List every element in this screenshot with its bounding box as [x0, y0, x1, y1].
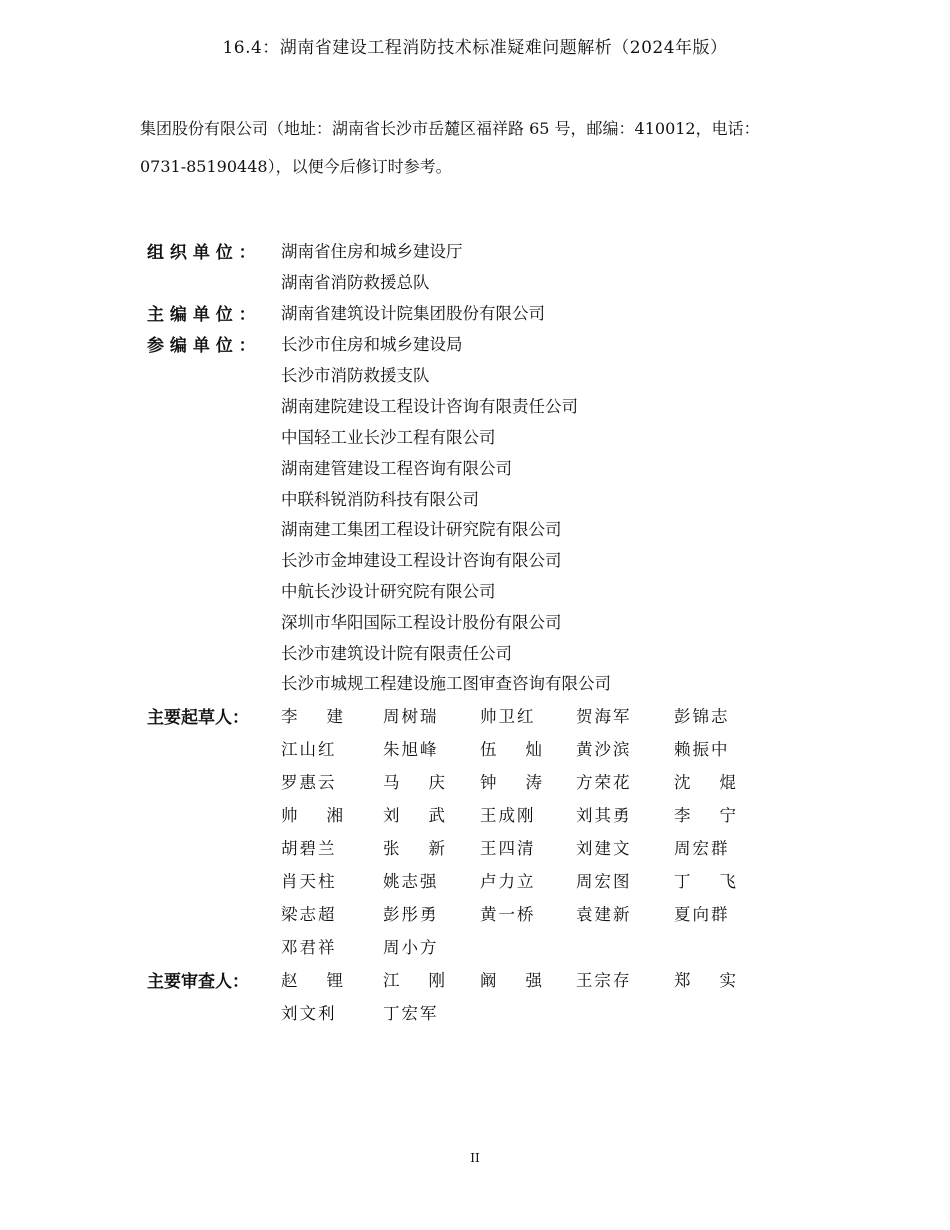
participant-unit: 湖南建工集团工程设计研究院有限公司 — [281, 520, 562, 539]
drafter-name: 夏向群 — [674, 905, 730, 924]
chief-editor-unit: 湖南省建筑设计院集团股份有限公司 — [281, 304, 545, 323]
drafter-name: 伍 灿 — [480, 740, 542, 759]
page-number: II — [470, 1151, 480, 1165]
chief-editor-label: 主 编 单 位 ： — [147, 305, 256, 325]
participant-unit: 中国轻工业长沙工程有限公司 — [281, 428, 496, 447]
drafter-name: 江山红 — [281, 740, 337, 759]
participant-unit: 湖南建管建设工程咨询有限公司 — [281, 459, 512, 478]
drafter-name: 钟 涛 — [480, 773, 542, 792]
organizer-unit: 湖南省住房和城乡建设厅 — [281, 242, 463, 261]
drafter-name: 李 建 — [281, 707, 343, 726]
drafter-name: 姚志强 — [383, 872, 439, 891]
reviewer-name: 赵 锂 — [281, 971, 343, 990]
drafter-name: 刘其勇 — [576, 806, 632, 825]
drafter-name: 黄沙滨 — [576, 740, 632, 759]
participant-unit: 深圳市华阳国际工程设计股份有限公司 — [281, 613, 562, 632]
reviewer-name: 江 刚 — [383, 971, 445, 990]
drafter-name: 帅卫红 — [480, 707, 536, 726]
reviewer-name: 阚 强 — [480, 971, 542, 990]
drafter-name: 马 庆 — [383, 773, 445, 792]
drafter-name: 刘建文 — [576, 839, 632, 858]
drafter-name: 周小方 — [383, 938, 439, 957]
participant-unit: 长沙市建筑设计院有限责任公司 — [281, 644, 512, 663]
drafter-name: 丁 飞 — [674, 872, 736, 891]
drafter-name: 朱旭峰 — [383, 740, 439, 759]
participant-unit: 中航长沙设计研究院有限公司 — [281, 582, 496, 601]
drafter-name: 帅 湘 — [281, 806, 343, 825]
intro-line-2: 0731-85190448），以便今后修订时参考。 — [140, 157, 452, 176]
organizer-label: 组 织 单 位 ： — [147, 243, 256, 263]
drafter-name: 张 新 — [383, 839, 445, 858]
intro-paragraph — [140, 110, 830, 186]
drafter-name: 周宏群 — [674, 839, 730, 858]
reviewer-name: 郑 实 — [674, 971, 736, 990]
reviewer-name: 王宗存 — [576, 971, 632, 990]
drafter-name: 肖天柱 — [281, 872, 337, 891]
drafter-name: 袁建新 — [576, 905, 632, 924]
drafter-name: 王成刚 — [480, 806, 536, 825]
drafter-name: 罗惠云 — [281, 773, 337, 792]
drafter-name: 彭彤勇 — [383, 905, 439, 924]
drafter-name: 胡碧兰 — [281, 839, 337, 858]
drafter-name: 黄一桥 — [480, 905, 536, 924]
drafter-name: 王四清 — [480, 839, 536, 858]
drafter-name: 梁志超 — [281, 905, 337, 924]
participant-unit: 长沙市消防救援支队 — [281, 366, 430, 385]
drafter-name: 贺海军 — [576, 707, 632, 726]
drafters-label: 主要起草人： — [147, 708, 249, 728]
drafter-name: 刘 武 — [383, 806, 445, 825]
organizer-unit: 湖南省消防救援总队 — [281, 273, 430, 292]
participant-unit: 长沙市金坤建设工程设计咨询有限公司 — [281, 551, 562, 570]
participant-unit: 长沙市住房和城乡建设局 — [281, 335, 463, 354]
reviewers-label: 主要审查人： — [147, 972, 249, 992]
drafter-name: 卢力立 — [480, 872, 536, 891]
drafter-name: 沈 焜 — [674, 773, 736, 792]
participant-unit: 湖南建院建设工程设计咨询有限责任公司 — [281, 397, 578, 416]
drafter-name: 赖振中 — [674, 740, 730, 759]
drafter-name: 李 宁 — [674, 806, 736, 825]
participant-unit: 中联科锐消防科技有限公司 — [281, 490, 479, 509]
drafter-name: 邓君祥 — [281, 938, 337, 957]
drafter-name: 彭锦志 — [674, 707, 730, 726]
intro-line-1: 集团股份有限公司（地址：湖南省长沙市岳麓区福祥路 65 号，邮编：410012，电话： — [140, 119, 760, 138]
reviewer-name: 刘文利 — [281, 1004, 337, 1023]
page-header-title: 16.4：湖南省建设工程消防技术标准疑难问题解析（2024年版） — [222, 38, 728, 58]
drafter-name: 周树瑞 — [383, 707, 439, 726]
drafter-name: 方荣花 — [576, 773, 632, 792]
drafter-name: 周宏图 — [576, 872, 632, 891]
reviewer-name: 丁宏军 — [383, 1004, 439, 1023]
participants-label: 参 编 单 位 ： — [147, 336, 256, 356]
participant-unit: 长沙市城规工程建设施工图审查咨询有限公司 — [281, 674, 611, 693]
